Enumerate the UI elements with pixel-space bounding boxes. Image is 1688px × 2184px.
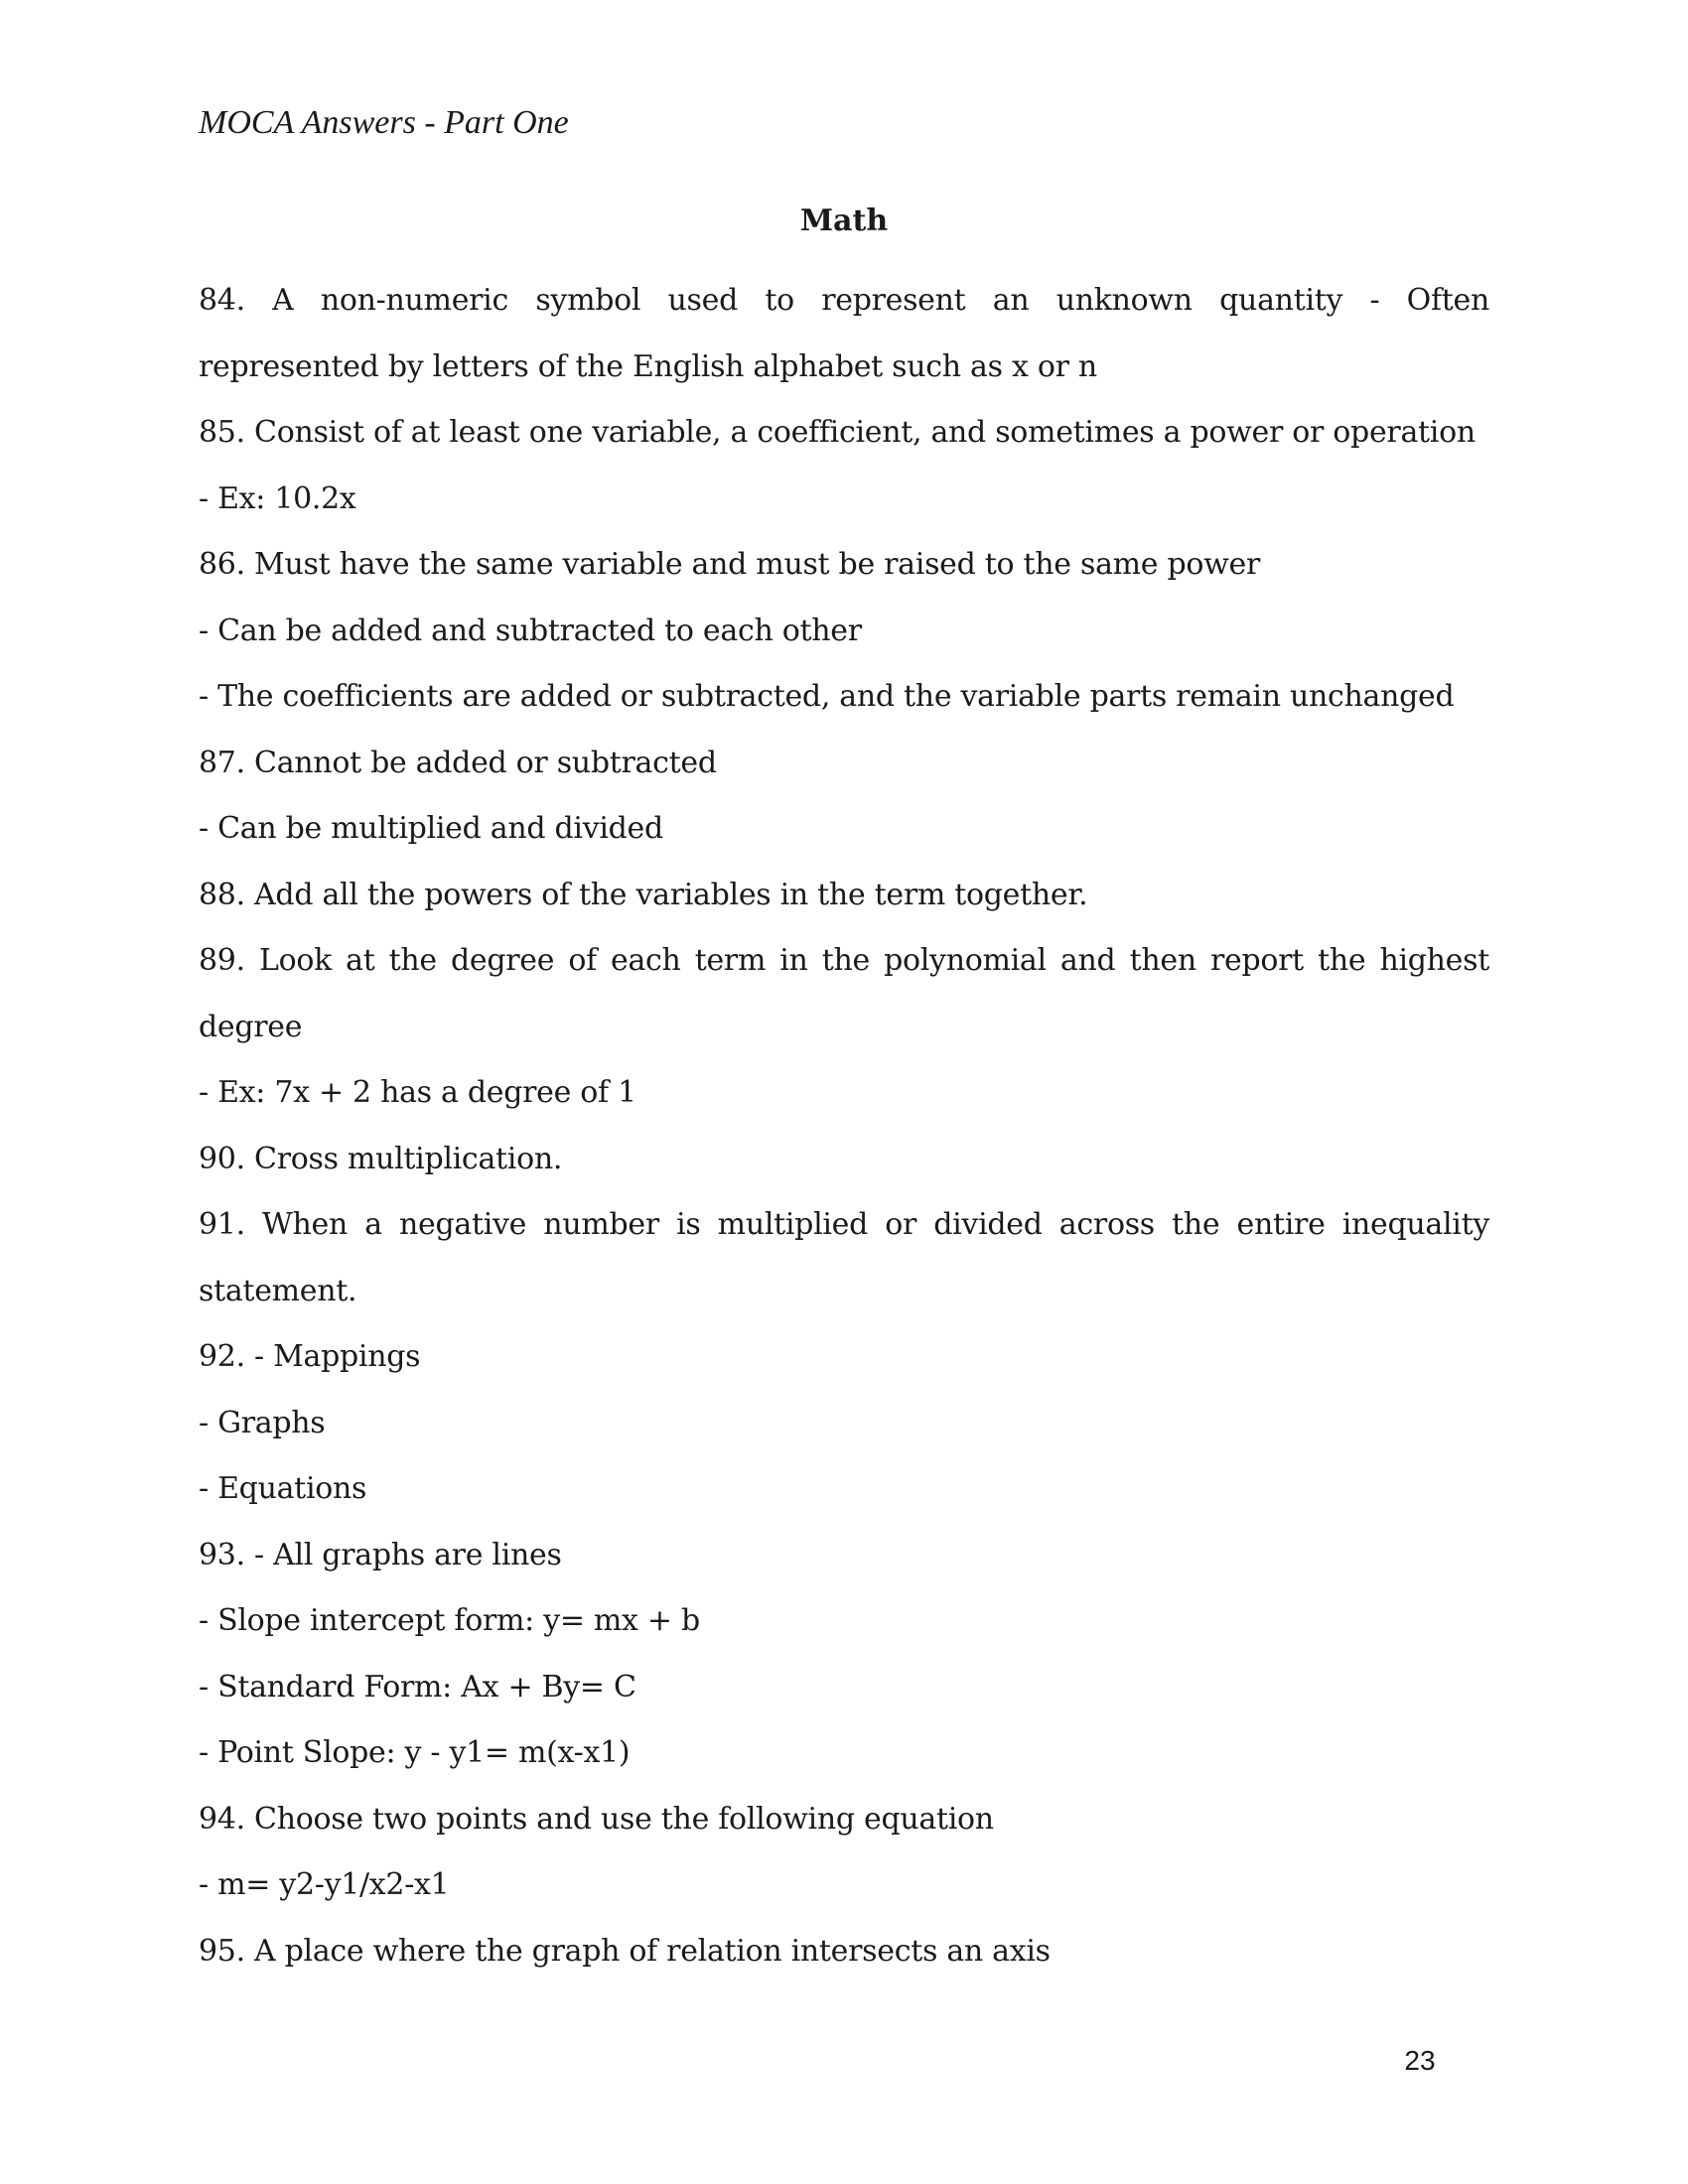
answer-line: 93. - All graphs are lines — [199, 1537, 562, 1572]
answer-line: statement. — [199, 1273, 357, 1308]
answer-line: - Ex: 10.2x — [199, 480, 356, 516]
answer-line: 91. When a negative number is multiplied or divided across the entire inequality — [199, 1207, 1489, 1242]
answer-line: 92. - Mappings — [199, 1339, 421, 1374]
running-header: MOCA Answers - Part One — [199, 104, 569, 141]
answer-line: - Can be added and subtracted to each other — [199, 613, 862, 648]
section-title: Math — [799, 204, 889, 238]
answer-line: 94. Choose two points and use the following equation — [199, 1801, 994, 1837]
answer-line: - Equations — [199, 1471, 367, 1506]
answer-line: 86. Must have the same variable and must be raised to the same power — [199, 547, 1261, 582]
answer-line: 90. Cross multiplication. — [199, 1141, 563, 1176]
answer-line: represented by letters of the English alphabet such as x or n — [199, 348, 1097, 384]
answer-line: 87. Cannot be added or subtracted — [199, 745, 717, 780]
answer-list — [199, 268, 1489, 1984]
answer-line: 85. Consist of at least one variable, a coefficient, and sometimes a power or operation — [199, 415, 1476, 450]
answer-line: - Standard Form: Ax + By= C — [199, 1669, 636, 1705]
page-number: 23 — [1404, 2045, 1436, 2076]
answer-line: 95. A place where the graph of relation intersects an axis — [199, 1933, 1051, 1969]
answer-line: 88. Add all the powers of the variables in the term together. — [199, 877, 1088, 912]
answer-line: - Slope intercept form: y= mx + b — [199, 1603, 700, 1638]
answer-line: - m= y2-y1/x2-x1 — [199, 1867, 450, 1902]
answer-line: - Ex: 7x + 2 has a degree of 1 — [199, 1075, 636, 1110]
answer-line: 89. Look at the degree of each term in the polynomial and then report the highest — [199, 943, 1489, 978]
answer-line: degree — [199, 1009, 303, 1044]
answer-line: - The coefficients are added or subtracted, and the variable parts remain unchanged — [199, 679, 1455, 714]
answer-line: - Can be multiplied and divided — [199, 811, 663, 846]
answer-line: - Point Slope: y - y1= m(x-x1) — [199, 1735, 631, 1770]
answer-line: - Graphs — [199, 1405, 326, 1440]
answer-line: 84. A non-numeric symbol used to represent an unknown quantity - Often — [199, 283, 1489, 318]
